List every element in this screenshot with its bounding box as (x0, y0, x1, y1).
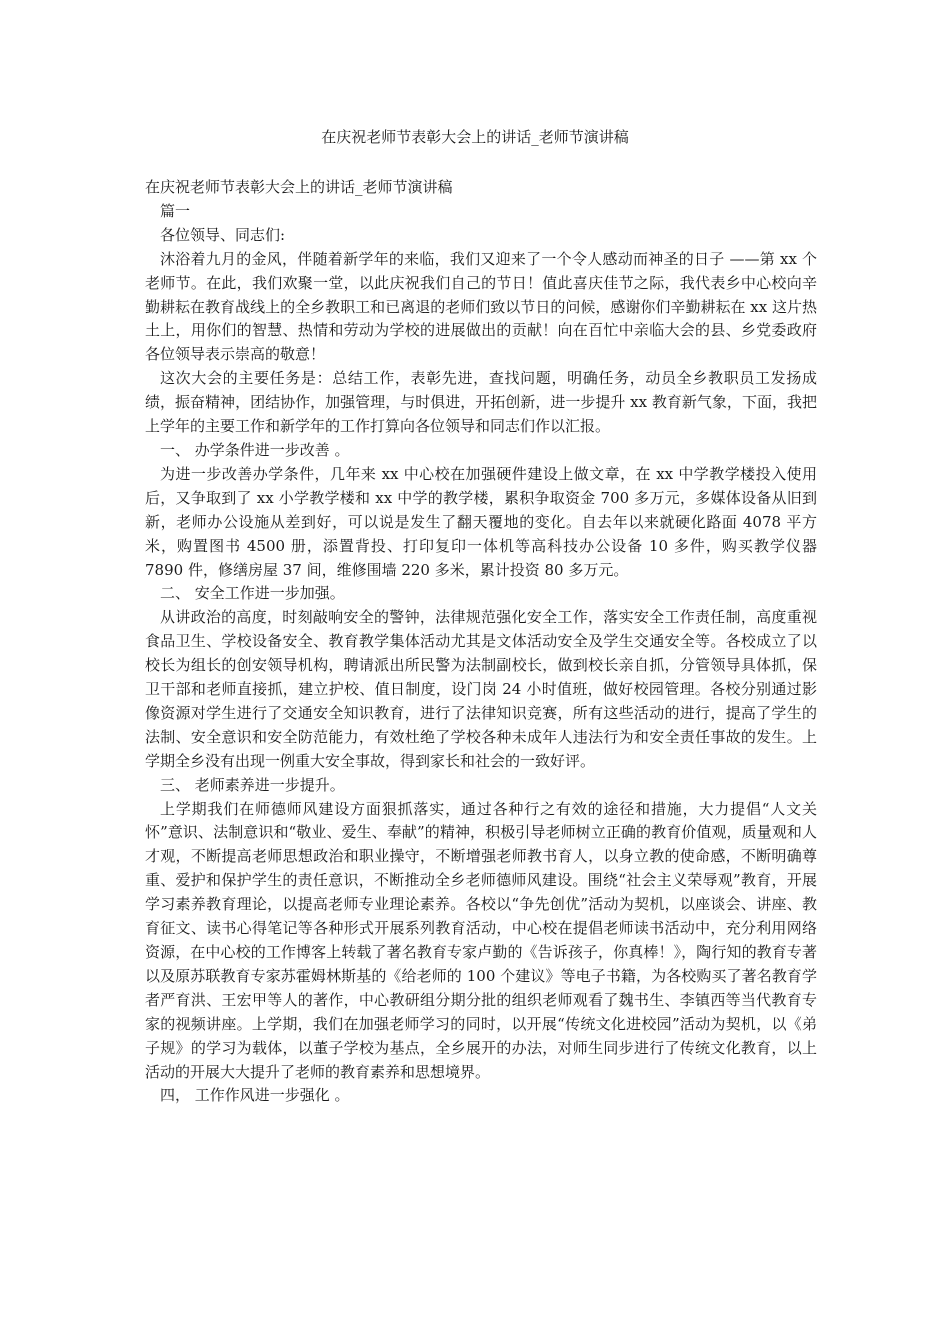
salutation: 各位领导、同志们: (160, 225, 286, 244)
paragraph-section-3: 上学期我们在师德师风建设方面狠抓落实，通过各种行之有效的途径和措施，大力提倡“人文关怀”意识、法制意识和“敬业、爱生、奉献”的精神，积极引导老师树立正确的教育价值观，质量观和人才观，不断提高老师思想政治和职业操守，不断增强老师教书育人，以身立教的使命感，不断明确尊重、爱护和保护学生的责任意识，不断推动全乡老师德师风建设。围绕“社会主义荣辱观”教育，开展学习素养教育理论，以提高老师专业理论素养。各校以“争先创优”活动为契机，以座谈会、讲座、教育征文、读书心得笔记等各种形式开展系列教育活动，中心校在提倡老师读书活动中，充分利用网络资源，在中心校的工作博客上转载了著名教育专家卢勤的《告诉孩子，你真棒！》，陶行知的教育专著以及原苏联教育专家苏霍姆林斯基的《给老师的 100 个建议》等电子书籍，为各校购买了著名教育学者严育洪、王宏甲等人的著作，中心教研组分期分批的组织老师观看了魏书生、李镇西等当代教育专家的视频讲座。上学期，我们在加强老师学习的同时，以开展“传统文化进校园”活动为契机，以《弟子规》的学习为载体，以董子学校为基点，全乡展开的办法，对师生同步进行了传统文化教育，以上活动的开展大大提升了老师的教育素养和思想境界。 (145, 799, 817, 1081)
document-body (145, 176, 817, 1108)
heading-section-1: 一、 办学条件进一步改善 。 (160, 440, 350, 459)
heading-section-2: 二、 安全工作进一步加强。 (160, 584, 345, 603)
section-label: 篇一 (160, 201, 191, 220)
paragraph-section-1: 为进一步改善办学条件，几年来 xx 中心校在加强硬件建设上做文章，在 xx 中学教学楼投入使用后，又争取到了 xx 小学教学楼和 xx 中学的教学楼，累积争取资金 700 多万元，多媒体设备从旧到新，老师办公设施从差到好，可以说是发生了翻天覆地的变化。自去年以来就硬化路面 4078 平方米，购置图书 4500 册，添置背投、打印复印一体机等高科技办公设备 10 多件，购买教学仪器 7890 件，修缮房屋 37 间，维修围墙 220 多米，累计投资 80 多万元。 (145, 464, 817, 579)
paragraph-task: 这次大会的主要任务是：总结工作，表彰先进，查找问题，明确任务，动员全乡教职员工发扬成绩，振奋精神，团结协作，加强管理，与时俱进，开拓创新，进一步提升 xx 教育新气象，下面，我把上学年的主要工作和新学年的工作打算向各位领导和同志们作以汇报。 (145, 369, 817, 436)
paragraph-intro: 沐浴着九月的金风，伴随着新学年的来临，我们又迎来了一个令人感动而神圣的日子 ——第 xx 个老师节。在此，我们欢聚一堂，以此庆祝我们自己的节日！值此喜庆佳节之际，我代表乡中心校向辛勤耕耘在教育战线上的全乡教职工和已离退的老师们致以节日的问候，感谢你们辛勤耕耘在 xx 这片热土上，用你们的智慧、热情和劳动为学校的进展做出的贡献！向在百忙中亲临大会的县、乡党委政府各位领导表示崇高的敬意！ (145, 249, 817, 364)
heading-section-4: 四， 工作作风进一步强化 。 (160, 1086, 350, 1105)
document-subtitle: 在庆祝老师节表彰大会上的讲话_老师节演讲稿 (145, 178, 453, 196)
heading-section-3: 三、 老师素养进一步提升。 (160, 775, 345, 794)
page-title: 在庆祝老师节表彰大会上的讲话_老师节演讲稿 (321, 128, 629, 146)
paragraph-section-2: 从讲政治的高度，时刻敲响安全的警钟，法律规范强化安全工作，落实安全工作责任制，高度重视食品卫生、学校设备安全、教育教学集体活动尤其是文体活动安全及学生交通安全等。各校成立了以校长为组长的创安领导机构，聘请派出所民警为法制副校长，做到校长亲自抓，分管领导具体抓，保卫干部和老师直接抓，建立护校、值日制度，设门岗 24 小时值班，做好校园管理。各校分别通过影像资源对学生进行了交通安全知识教育，进行了法律知识竞赛，所有这些活动的进行，提高了学生的法制、安全意识和安全防范能力，有效杜绝了学校各种未成年人违法行为和安全责任事故的发生。上学期全乡没有出现一例重大安全事故，得到家长和社会的一致好评。 (145, 608, 817, 770)
